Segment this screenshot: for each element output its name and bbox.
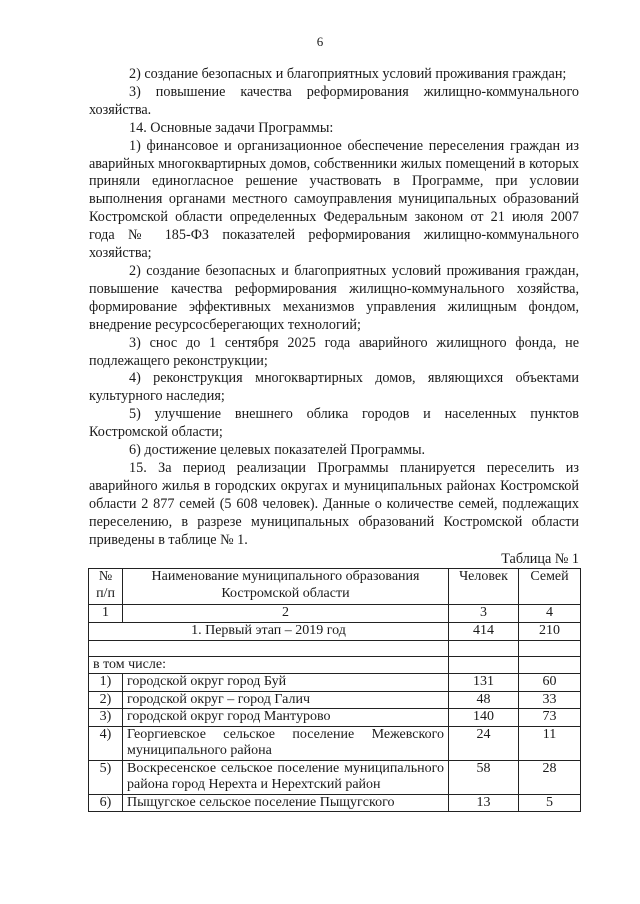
row-name: городской округ город Буй [123,674,449,692]
row-families: 33 [519,691,581,709]
row-name: Георгиевское сельское поселение Межевского муниципального района [123,726,449,760]
column-index-row [89,605,581,623]
row-name: Воскресенское сельское поселение муниципального района город Нерехта и Нерехтский район [123,760,449,794]
row-people: 131 [449,674,519,692]
header-name: Наименование муниципального образования Костромской области [123,569,449,605]
row-people: 58 [449,760,519,794]
header-people: Человек [449,569,519,605]
paragraph-goal-2: 2) создание безопасных и благоприятных условий проживания граждан; [129,66,567,82]
row-families: 73 [519,709,581,727]
row-families: 5 [519,794,581,812]
stage-people: 414 [449,622,519,640]
index-cell: 4 [519,605,581,623]
table-row [89,691,581,709]
paragraph-task-6: 6) достижение целевых показателей Программы. [129,442,426,459]
paragraph-task-4: 4) реконструкция многоквартирных домов, являющихся объектами культурного наследия; [89,370,579,405]
row-num: 4) [89,726,123,760]
resettlement-table [88,568,581,812]
header-families: Семей [519,569,581,605]
row-people: 140 [449,709,519,727]
table-caption: Таблица № 1 [501,551,579,567]
table-row [89,709,581,727]
table-row [89,760,581,794]
blank-row [89,640,581,656]
table-row [89,674,581,692]
table-header-row [89,569,581,605]
row-name: городской округ – город Галич [123,691,449,709]
row-people: 13 [449,794,519,812]
including-label: в том числе: [89,656,449,674]
row-people: 24 [449,726,519,760]
paragraph-task-5: 5) улучшение внешнего облика городов и населенных пунктов Костромской области; [89,406,579,441]
row-num: 2) [89,691,123,709]
row-num: 1) [89,674,123,692]
stage-row [89,622,581,640]
blank-cell [89,640,449,656]
row-families: 60 [519,674,581,692]
index-cell: 1 [89,605,123,623]
index-cell: 3 [449,605,519,623]
index-cell: 2 [123,605,449,623]
paragraph-tasks-heading: 14. Основные задачи Программы: [129,119,334,136]
row-people: 48 [449,691,519,709]
stage-families: 210 [519,622,581,640]
including-row [89,656,581,674]
blank-cell [449,656,519,674]
blank-cell [449,640,519,656]
header-num: № п/п [89,569,123,605]
paragraph-goal-3: 3) повышение качества реформирования жилищно-коммунального хозяйства. [89,83,579,118]
paragraph-task-2: 2) создание безопасных и благоприятных условий проживания граждан, повышение качества реформирования жилищно-коммунального хозяйства, формирование эффективных механизмов управления жилищным фондом, внедрение ресурсосберегающих технологий; [89,262,579,333]
stage-name: 1. Первый этап – 2019 год [89,622,449,640]
row-num: 3) [89,709,123,727]
row-num: 6) [89,794,123,812]
paragraph-15: 15. За период реализации Программы планируется переселить из аварийного жилья в городских округах и муниципальных районах Костромской области 2 877 семей (5 608 человек). Данные о количестве семей, подлежащих переселению, в разрезе муниципальных образований Костромской области приведены в таблице № 1. [89,459,579,548]
table-row [89,726,581,760]
row-name: городской округ город Мантурово [123,709,449,727]
paragraph-task-1: 1) финансовое и организационное обеспечение переселения граждан из аварийных многоквартирных домов, собственники жилых помещений в которых приняли единогласное решение участвовать в Программе, при условии выполнения органами местного самоуправления муниципальных образований Костромской области определенных Федеральным законом от 21 июля 2007 года № 185-ФЗ показателей реформирования жилищно-коммунального хозяйства; [89,137,579,262]
row-num: 5) [89,760,123,794]
page-number: 6 [316,34,324,49]
document-body [89,66,579,549]
paragraph-task-3: 3) снос до 1 сентября 2025 года аварийного жилищного фонда, не подлежащего реконструкции; [89,334,579,369]
table-row [89,794,581,812]
row-families: 11 [519,726,581,760]
row-name: Пыщугское сельское поселение Пыщугского [123,794,449,812]
blank-cell [519,656,581,674]
blank-cell [519,640,581,656]
row-families: 28 [519,760,581,794]
